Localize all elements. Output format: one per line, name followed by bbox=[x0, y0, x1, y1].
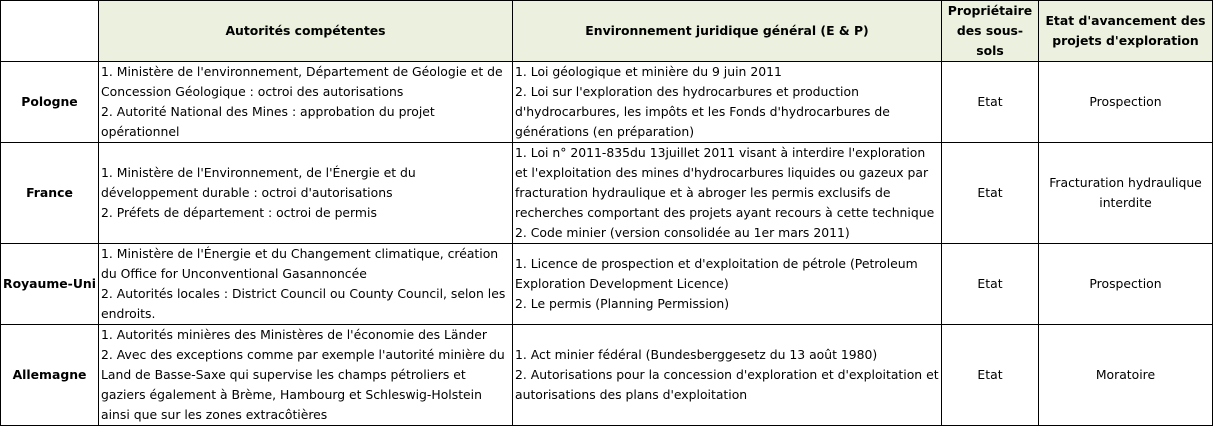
owner-cell: Etat bbox=[942, 143, 1039, 244]
header-legal: Environnement juridique général (E & P) bbox=[513, 1, 942, 62]
owner-cell: Etat bbox=[942, 244, 1039, 325]
authorities-cell bbox=[99, 244, 513, 325]
authorities-item: 1. Ministère de l'Énergie et du Changement climatique, création du Office for Unconventional Gasannoncée bbox=[101, 246, 499, 281]
header-corner-cell bbox=[1, 1, 99, 62]
authorities-cell bbox=[99, 325, 513, 426]
header-status: Etat d'avancement des projets d'exploration bbox=[1039, 1, 1213, 62]
legal-item: 1. Loi géologique et minière du 9 juin 2011 bbox=[515, 64, 782, 79]
legal-item: 2. Loi sur l'exploration des hydrocarbures et production d'hydrocarbures, les impôts et les Fonds d'hydrocarbures de générations (en préparation) bbox=[515, 84, 890, 139]
legal-item: 2. Le permis (Planning Permission) bbox=[515, 296, 730, 311]
authorities-item: 1. Ministère de l'Environnement, de l'Énergie et du développement durable : octroi d'autorisations bbox=[101, 165, 416, 200]
status-cell: Prospection bbox=[1039, 62, 1213, 143]
table-row-pologne bbox=[1, 62, 1213, 143]
legal-item: 2. Autorisations pour la concession d'exploration et d'exploitation et autorisations des plans d'exploitation bbox=[515, 367, 939, 402]
owner-cell: Etat bbox=[942, 62, 1039, 143]
authorities-item: 2. Avec des exceptions comme par exemple l'autorité minière du Land de Basse-Saxe qui supervise les champs pétroliers et gaziers également à Brème, Hambourg et Schleswig-Holstein ainsi que sur les zones extracôtières bbox=[101, 347, 505, 422]
header-owner: Propriétaire des sous-sols bbox=[942, 1, 1039, 62]
table-row-france bbox=[1, 143, 1213, 244]
owner-cell: Etat bbox=[942, 325, 1039, 426]
legal-item: 2. Code minier (version consolidée au 1er mars 2011) bbox=[515, 225, 850, 240]
header-row bbox=[1, 1, 1213, 62]
country-cell: Royaume-Uni bbox=[1, 244, 99, 325]
status-cell: Fracturation hydraulique interdite bbox=[1039, 143, 1213, 244]
country-cell: France bbox=[1, 143, 99, 244]
country-cell: Pologne bbox=[1, 62, 99, 143]
table-row-royaume-uni bbox=[1, 244, 1213, 325]
legal-cell bbox=[513, 62, 942, 143]
table-row-allemagne bbox=[1, 325, 1213, 426]
authorities-item: 1. Autorités minières des Ministères de l'économie des Länder bbox=[101, 327, 487, 342]
header-authorities: Autorités compétentes bbox=[99, 1, 513, 62]
authorities-item: 2. Préfets de département : octroi de permis bbox=[101, 205, 377, 220]
status-cell: Moratoire bbox=[1039, 325, 1213, 426]
legal-cell bbox=[513, 244, 942, 325]
legal-item: 1. Act minier fédéral (Bundesberggesetz du 13 août 1980) bbox=[515, 347, 878, 362]
legal-item: 1. Loi n° 2011-835du 13juillet 2011 visant à interdire l'exploration et l'exploitation des mines d'hydrocarbures liquides ou gazeux par fracturation hydraulique et à abroger les permis exclusifs de recherches comportant des projets ayant recours à cette technique bbox=[515, 145, 935, 220]
authorities-item: 1. Ministère de l'environnement, Département de Géologie et de Concession Géologique : octroi des autorisations bbox=[101, 64, 503, 99]
authorities-cell bbox=[99, 62, 513, 143]
legal-cell bbox=[513, 143, 942, 244]
authorities-cell bbox=[99, 143, 513, 244]
legal-cell bbox=[513, 325, 942, 426]
status-cell: Prospection bbox=[1039, 244, 1213, 325]
country-cell: Allemagne bbox=[1, 325, 99, 426]
authorities-item: 2. Autorités locales : District Council ou County Council, selon les endroits. bbox=[101, 286, 506, 321]
authorities-item: 2. Autorité National des Mines : approbation du projet opérationnel bbox=[101, 104, 435, 139]
legal-item: 1. Licence de prospection et d'exploitation de pétrole (Petroleum Exploration Development Licence) bbox=[515, 256, 918, 291]
